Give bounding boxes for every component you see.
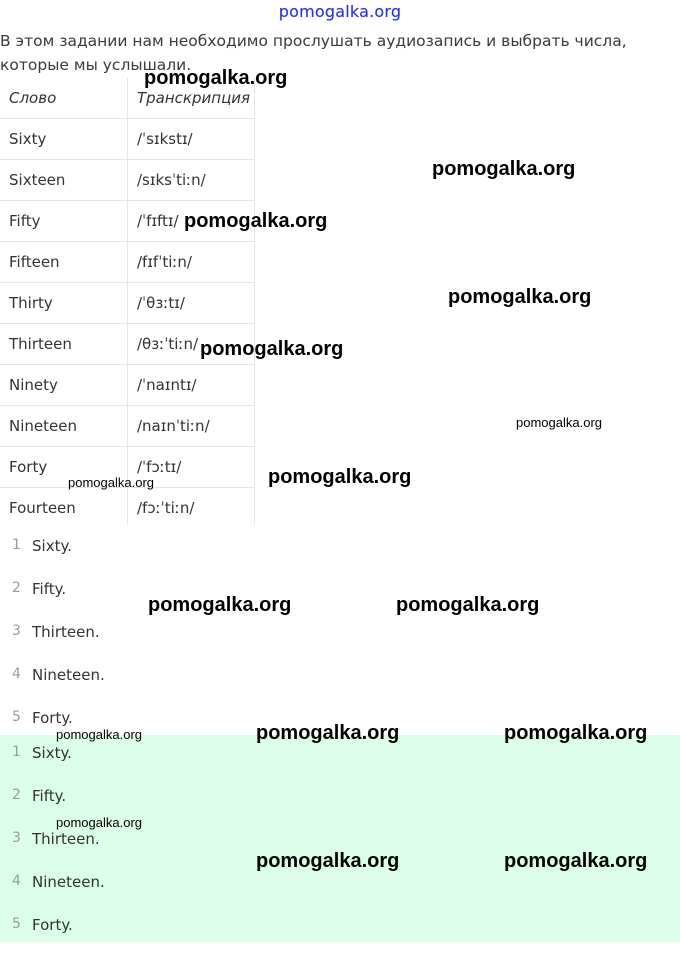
word-cell: Thirteen [0,324,128,365]
word-cell: Sixteen [0,160,128,201]
transcription-cell: /sɪksˈtiːn/ [128,160,255,201]
transcription-cell: /fɪfˈtiːn/ [128,242,255,283]
transcription-cell: /ˈfɔːtɪ/ [128,447,255,488]
table-row [0,365,255,406]
table-row [0,406,255,447]
item-number: 3 [12,623,21,639]
item-word: Nineteen. [32,666,105,684]
transcription-cell: /ˈsɪkstɪ/ [128,119,255,160]
watermark: pomogalka.org [504,722,648,744]
transcription-cell: /fɔːˈtiːn/ [128,488,255,529]
watermark: pomogalka.org [268,466,412,488]
item-number: 5 [12,709,21,725]
column-header-word: Слово [0,78,128,119]
vocabulary-table [0,78,255,528]
watermark: pomogalka.org [256,722,400,744]
watermark: pomogalka.org [448,286,592,308]
table-row [0,119,255,160]
item-number: 4 [12,666,21,682]
transcription-cell: /naɪnˈtiːn/ [128,406,255,447]
transcription-cell: /ˈθɜːtɪ/ [128,283,255,324]
word-cell: Ninety [0,365,128,406]
item-word: Forty. [32,916,73,934]
item-number: 1 [12,744,21,760]
transcription-cell: /θɜːˈtiːn/ [128,324,255,365]
word-cell: Nineteen [0,406,128,447]
item-word: Nineteen. [32,873,105,891]
answer-list [0,525,680,735]
word-cell: Forty [0,447,128,488]
intro-text: В этом задании нам необходимо прослушать аудиозапись и выбрать числа, которые мы услышали. [0,32,627,74]
item-number: 4 [12,873,21,889]
word-cell: Fifteen [0,242,128,283]
word-cell: Sixty [0,119,128,160]
watermark: pomogalka.org [184,210,328,232]
watermark: pomogalka.org [256,850,400,872]
watermark: pomogalka.org [396,594,540,616]
table-row [0,160,255,201]
watermark: pomogalka.org [56,727,142,742]
item-word: Sixty. [32,537,72,555]
item-word: Sixty. [32,744,72,762]
watermark: pomogalka.org [56,815,142,830]
transcription-cell: /ˈfɪftɪ/ [128,201,255,242]
table-row [0,242,255,283]
word-cell: Thirty [0,283,128,324]
item-number: 5 [12,916,21,932]
item-number: 2 [12,787,21,803]
item-word: Thirteen. [32,623,100,641]
transcription-cell: /ˈnaɪntɪ/ [128,365,255,406]
watermark: pomogalka.org [144,67,288,89]
site-title[interactable]: pomogalka.org [278,2,402,21]
answer-list-highlighted [0,735,680,942]
word-cell: Fifty [0,201,128,242]
word-cell: Fourteen [0,488,128,529]
watermark: pomogalka.org [148,594,292,616]
item-number: 2 [12,580,21,596]
watermark: pomogalka.org [516,415,602,430]
watermark: pomogalka.org [200,338,344,360]
table-row [0,283,255,324]
column-header-transcription: Транскрипция [128,78,255,119]
watermark: pomogalka.org [68,475,154,490]
item-word: Thirteen. [32,830,100,848]
table-row [0,488,255,529]
item-word: Fifty. [32,580,67,598]
item-word: Forty. [32,709,73,727]
watermark: pomogalka.org [432,158,576,180]
item-word: Fifty. [32,787,67,805]
watermark: pomogalka.org [504,850,648,872]
item-number: 3 [12,830,21,846]
item-number: 1 [12,537,21,553]
